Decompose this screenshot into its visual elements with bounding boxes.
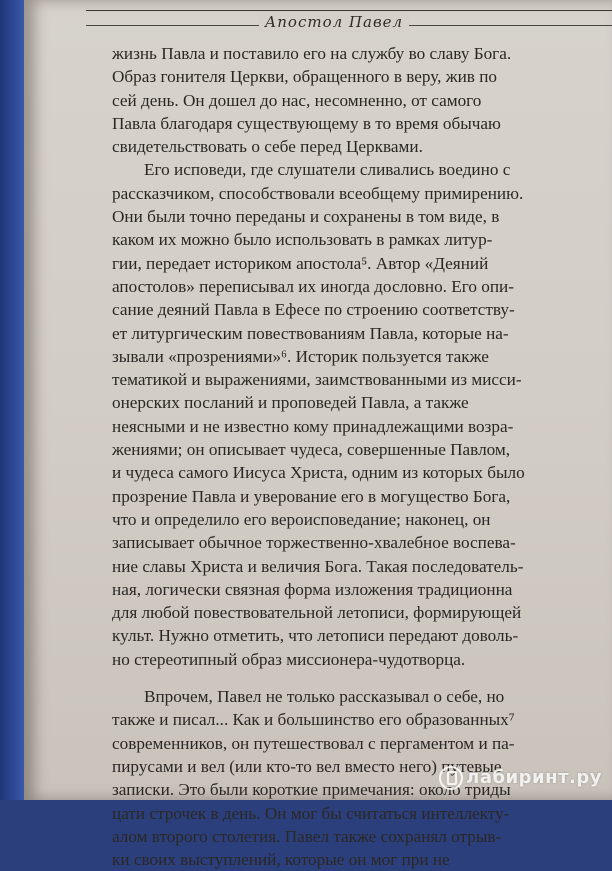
text-line: рассказчиком, способствовали всеобщему примирению.: [112, 183, 524, 203]
text-line: ная, логически связная форма изложения традиционна: [112, 579, 513, 599]
text-line: каком их можно было использовать в рамках литур-: [112, 230, 493, 250]
text-line: жениями; он описывает чудеса, совершенные Павлом,: [112, 440, 511, 460]
body-text: [112, 42, 612, 871]
text-line: жизнь Павла и поставило его на службу во славу Бога.: [112, 44, 512, 63]
text-line: также и писал... Как и большинство его образованных⁷: [112, 710, 515, 730]
book-cover-edge: [0, 0, 24, 800]
text-line: записки. Это были короткие примечания: около триды: [112, 780, 511, 800]
text-line: цати строчек в день. Он мог бы считаться интеллекту-: [112, 803, 510, 823]
text-line: гии, передает историком апостола⁵. Автор «Деяний: [112, 253, 489, 273]
watermark-text: лабиринт.ру: [466, 767, 602, 788]
text-line: сей день. Он дошел до нас, несомненно, от самого: [112, 90, 482, 110]
text-line: Образ гонителя Церкви, обращенного в веру, жив по: [112, 67, 497, 87]
text-line: зывали «прозрениями»⁶. Историк пользуется также: [112, 346, 489, 366]
text-line: Его исповеди, где слушатели сливались воедино с: [144, 160, 511, 180]
text-line: ет литургическим повествованиям Павла, которые на-: [112, 323, 509, 343]
text-line: и чудеса самого Иисуса Христа, одним из которых было: [112, 463, 525, 483]
text-line: апостолов» переписывал их иногда дословно. Его опи-: [112, 276, 514, 296]
text-line: прозрение Павла и уверование его в могущество Бога,: [112, 486, 511, 506]
paragraph-2: [112, 158, 612, 671]
header-rule: [86, 10, 612, 11]
text-line: Впрочем, Павел не только рассказывал о себе, но: [144, 687, 505, 707]
text-line: ки своих выступлений, которые он мог при не: [112, 850, 450, 870]
text-line: современников, он путешествовал с пергаментом и па-: [112, 733, 515, 753]
text-line: сание деяний Павла в Ефесе по строению соответству-: [112, 300, 515, 320]
text-line: для любой повествовательной летописи, формирующей: [112, 603, 522, 623]
watermark: [439, 766, 602, 790]
text-line: пирусами и вел (или кто-то вел вместо него) путевые: [112, 756, 502, 776]
text-line: ние славы Христа и величия Бога. Такая последователь-: [112, 556, 524, 576]
text-line: культ. Нужно отметить, что летописи передают доволь-: [112, 626, 519, 646]
text-line: но стереотипный образ миссионера-чудотворца.: [112, 649, 466, 669]
book-page: [24, 0, 612, 870]
text-line: свидетельствовать о себе перед Церквами.: [112, 137, 423, 157]
text-line: онерских посланий и проповедей Павла, а также: [112, 393, 469, 413]
paragraph-1: [112, 42, 612, 158]
text-line: Они были точно переданы и сохранены в том виде, в: [112, 207, 500, 227]
text-line: записывает обычное торжественно-хвалебное воспева-: [112, 533, 516, 553]
labirint-logo-icon: [439, 766, 463, 790]
text-line: тематикой и выражениями, заимствованными из мисси-: [112, 370, 522, 390]
running-head: Апостол Павел: [259, 12, 409, 32]
text-line: неясными и не известно кому принадлежащими возра-: [112, 416, 514, 436]
text-line: Павла благодаря существующему в то время обычаю: [112, 113, 501, 133]
text-line: алом второго столетия. Павел также сохранял отрыв-: [112, 826, 502, 846]
text-line: что и определило его вероисповедание; наконец, он: [112, 509, 491, 529]
paragraph-gap: [112, 671, 612, 685]
